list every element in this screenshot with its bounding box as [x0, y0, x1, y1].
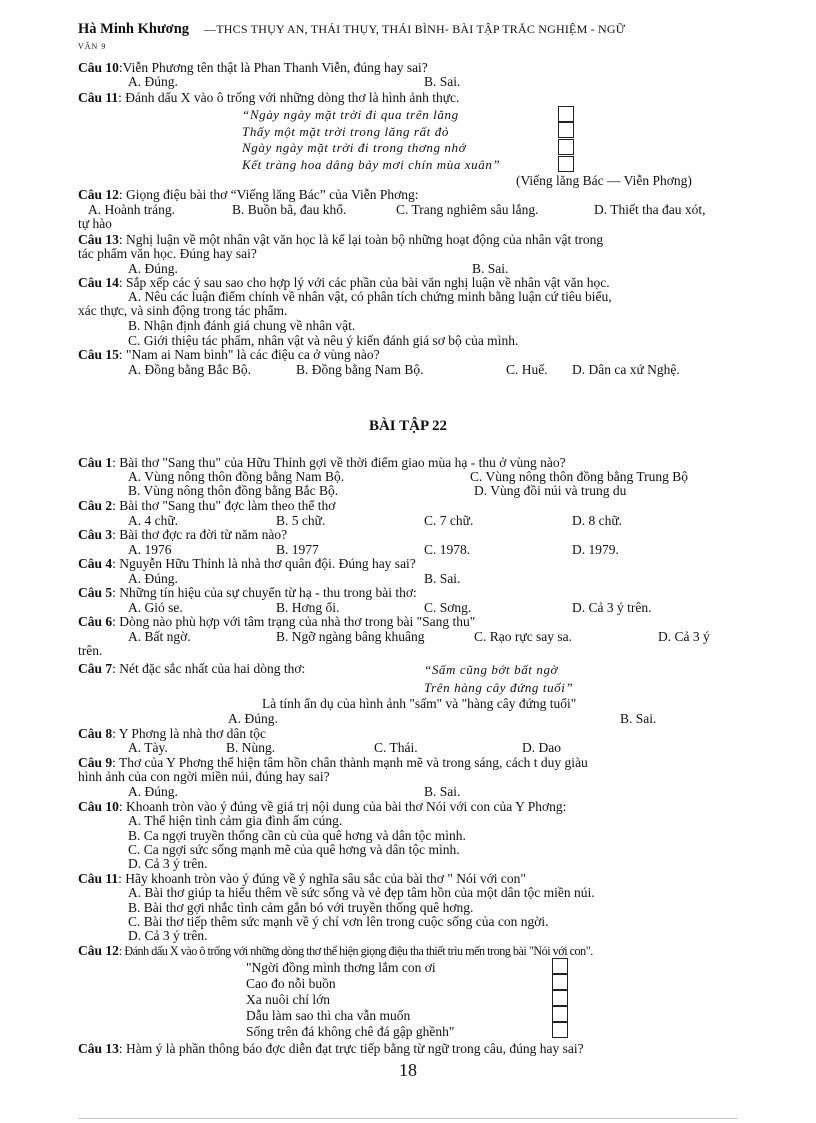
question-label: Câu 4 [78, 556, 113, 571]
question-12 [78, 943, 593, 959]
option-c: C. Vùng nông thôn đồng bằng Trung Bộ [470, 469, 689, 484]
arrange-item-c: C. Giới thiệu tác phẩm, nhân vật và nêu ý kiến đánh giá sơ bộ của mình. [128, 333, 519, 348]
option-d: D. Dân ca xứ Nghệ. [572, 362, 680, 377]
question-13 [78, 1041, 584, 1056]
poem-line: Xa nuôi chí lớn [246, 992, 330, 1007]
option-a: A. Đúng. [128, 261, 178, 276]
option-wrap: trên. [78, 643, 103, 658]
poem-line: “Ngày ngày mặt trời đi qua trên lăng [242, 107, 459, 122]
option-b: B. Ca ngợi truyền thống cần cù của quê hơng và dân tộc mình. [128, 828, 466, 843]
option-d: D. Dao [522, 740, 561, 755]
answer-checkbox[interactable] [558, 122, 574, 138]
question-continuation: tác phẩm văn học. Đúng hay sai? [78, 246, 257, 261]
option-b: B. Sai. [424, 571, 461, 586]
question-10 [78, 60, 428, 75]
poem-line: Trên hàng cây đứng tuổi” [424, 680, 574, 695]
option-d: D. 8 chữ. [572, 513, 623, 528]
option-a: A. Đúng. [128, 784, 178, 799]
question-label: Câu 12 [78, 187, 119, 202]
question-text: : Đánh dấu X vào ô trống với những dòng thơ là hình ảnh thực. [118, 90, 460, 105]
question-11 [78, 871, 526, 886]
option-d: D. Cả 3 ý trên. [572, 600, 652, 615]
answer-checkbox[interactable] [552, 1006, 568, 1022]
question-text: : Bài thơ đợc ra đời từ năm nào? [112, 527, 288, 542]
question-4 [78, 556, 416, 571]
question-text: : Đánh dấu X vào ô trống với những dòng thơ thể hiện giọng điệu tha thiết trìu mến trong bài "Nói với con". [118, 944, 593, 958]
question-label: Câu 9 [78, 755, 113, 770]
option-d: D. Cả 3 ý trên. [128, 928, 208, 943]
question-13 [78, 232, 603, 247]
question-label: Câu 10 [78, 799, 119, 814]
header-subject-tail: VĂN 9 [78, 42, 107, 51]
option-c: C. Trang nghiêm sâu lắng. [396, 202, 539, 217]
option-a: A. Đồng bằng Bắc Bộ. [128, 362, 251, 377]
question-text: : Những tín hiệu của sự chuyển từ hạ - thu trong bài thơ: [112, 585, 417, 600]
question-5 [78, 585, 417, 600]
arrange-item-a-cont: xác thực, và sinh động trong tác phẩm. [78, 303, 288, 318]
question-7 [78, 661, 305, 676]
option-b: B. Sai. [424, 74, 461, 89]
option-d: D. 1979. [572, 542, 619, 557]
option-a: A. Gió se. [128, 600, 183, 615]
answer-checkbox[interactable] [552, 974, 568, 990]
question-text: :Viễn Phương tên thật là Phan Thanh Viễn, đúng hay sai? [118, 60, 428, 75]
question-label: Câu 14 [78, 275, 119, 290]
poem-line: Cao đo nỗi buồn [246, 976, 336, 991]
question-text: : "Nam ai Nam bình" là các điệu ca ở vùng nào? [118, 347, 380, 362]
question-text: : Khoanh tròn vào ý đúng về giá trị nội dung của bài thơ Nói với con của Y Phơng: [118, 799, 567, 814]
poem-line: "Ngời đồng mình thơng lắm con ơi [246, 960, 436, 975]
header-school: THCS THỤY AN, THÁI THỤY, THÁI BÌNH- BÀI TẬP TRẮC NGHIỆM - NGỮ [216, 22, 626, 36]
option-b: B. 1977 [276, 542, 319, 557]
option-a: A. Đúng. [128, 74, 178, 89]
question-continuation: hình ảnh của con ngời miền núi, đúng hay sai? [78, 769, 330, 784]
question-label: Câu 10 [78, 60, 119, 75]
answer-checkbox[interactable] [552, 958, 568, 974]
question-3 [78, 527, 287, 542]
option-b: B. Sai. [424, 784, 461, 799]
option-a: A. 1976 [128, 542, 172, 557]
question-text: : Bài thơ "Sang thu" của Hữu Thỉnh gợi về thời điểm giao mùa hạ - thu ở vùng nào? [112, 455, 566, 470]
answer-checkbox[interactable] [552, 990, 568, 1006]
answer-checkbox[interactable] [558, 139, 574, 155]
option-c: C. Ca ngợi sức sống mạnh mẽ của quê hơng và dân tộc mình. [128, 842, 460, 857]
question-label: Câu 3 [78, 527, 113, 542]
question-label: Câu 8 [78, 726, 113, 741]
question-label: Câu 2 [78, 498, 113, 513]
question-1 [78, 455, 566, 470]
question-label: Câu 12 [78, 943, 119, 958]
question-text: : Nghị luận về một nhân vật văn học là kể lại toàn bộ những hoạt động của nhân vật trong [118, 232, 604, 247]
question-label: Câu 7 [78, 661, 113, 676]
question-text: : Nguyễn Hữu Thỉnh là nhà thơ quân đội. Đúng hay sai? [112, 556, 416, 571]
poem-line: Kết tràng hoa dâng bảy mơi chín mùa xuân” [242, 157, 501, 172]
poem-follow: Là tính ẩn dụ của hình ảnh "sấm" và "hàng cây đứng tuổi" [262, 696, 577, 711]
option-a: A. Tày. [128, 740, 168, 755]
option-b: B. Sai. [620, 711, 657, 726]
question-label: Câu 1 [78, 455, 113, 470]
option-a: A. Vùng nông thôn đồng bằng Nam Bộ. [128, 469, 345, 484]
answer-checkbox[interactable] [558, 156, 574, 172]
question-10 [78, 799, 566, 814]
option-d: D. Cả 3 ý [658, 629, 710, 644]
exercise-title: BÀI TẬP 22 [368, 418, 448, 434]
question-text: : Bài thơ "Sang thu" đợc làm theo thể thơ [112, 498, 336, 513]
option-a: A. Thể hiện tình cảm gia đình ấm cúng. [128, 813, 343, 828]
arrange-item-a: A. Nêu các luận điểm chính về nhân vật, có phân tích chứng minh bằng luận cứ tiêu biểu, [128, 289, 612, 304]
question-label: Câu 6 [78, 614, 113, 629]
page-header [78, 22, 625, 37]
question-text: : Thơ của Y Phơng thể hiện tâm hồn chân thành mạnh mẽ và trong sáng, cách t duy giàu [112, 755, 588, 770]
option-a: A. Bất ngờ. [128, 629, 191, 644]
option-c: C. 1978. [424, 542, 471, 557]
option-d: D. Vùng đồi núi và trung du [474, 483, 627, 498]
question-text: : Giọng điệu bài thơ “Viếng lăng Bác” của Viễn Phơng: [118, 187, 419, 202]
header-dash: — [204, 22, 217, 36]
option-c: C. Huế. [506, 362, 548, 377]
option-c: C. Rạo rực say sa. [474, 629, 573, 644]
question-label: Câu 15 [78, 347, 119, 362]
question-15 [78, 347, 380, 362]
option-d: D. Thiết tha đau xót, [594, 202, 706, 217]
poem-line: Dẫu làm sao thì cha vẫn muốn [246, 1008, 411, 1023]
question-6 [78, 614, 475, 629]
question-11 [78, 90, 459, 105]
question-text: : Hãy khoanh tròn vào ý đúng về ý nghĩa sâu sắc của bài thơ " Nói với con" [118, 871, 526, 886]
footer-divider [78, 1118, 738, 1119]
option-c: C. 7 chữ. [424, 513, 474, 528]
option-a: A. Hoành tráng. [88, 202, 175, 217]
question-text: : Hàm ý là phần thông báo đợc diễn đạt trực tiếp bằng từ ngữ trong câu, đúng hay sai? [118, 1041, 584, 1056]
question-2 [78, 498, 335, 513]
option-b: B. Buồn bã, đau khổ. [232, 202, 347, 217]
option-b: B. Vùng nông thôn đồng bằng Bắc Bộ. [128, 483, 339, 498]
question-label: Câu 11 [78, 871, 119, 886]
option-c: C. Bài thơ tiếp thêm sức mạnh về ý chí vơn lên trong cuộc sống của con ngời. [128, 914, 549, 929]
question-text: : Dòng nào phù hợp với tâm trạng của nhà thơ trong bài "Sang thu" [112, 614, 476, 629]
option-b: B. Nùng. [226, 740, 276, 755]
arrange-item-b: B. Nhận định đánh giá chung về nhân vật. [128, 318, 356, 333]
question-text: : Y Phơng là nhà thơ dân tộc [112, 726, 267, 741]
answer-checkbox[interactable] [558, 106, 574, 122]
question-8 [78, 726, 266, 741]
question-label: Câu 13 [78, 232, 119, 247]
question-label: Câu 5 [78, 585, 113, 600]
poem-line: Ngày ngày mặt trời đi trong thơng nhớ [242, 140, 467, 155]
poem-line: Sống trên đá không chê đá gập ghềnh" [246, 1024, 455, 1039]
header-author: Hà Minh Khương [78, 21, 190, 37]
option-a: A. Đúng. [228, 711, 278, 726]
option-wrap: tự hào [78, 216, 112, 231]
option-d: D. Cả 3 ý trên. [128, 856, 208, 871]
option-a: A. Đúng. [128, 571, 178, 586]
option-c: C. Thái. [374, 740, 418, 755]
question-12 [78, 187, 418, 202]
option-b: B. Ngỡ ngàng bâng khuâng [276, 629, 425, 644]
poem-line: Thấy một mặt trời trong lăng rất đỏ [242, 124, 449, 139]
answer-checkbox[interactable] [552, 1022, 568, 1038]
option-b: B. Sai. [472, 261, 509, 276]
poem-source: (Viếng lăng Bác — Viễn Phơng) [516, 173, 692, 188]
option-b: B. 5 chữ. [276, 513, 326, 528]
option-a: A. 4 chữ. [128, 513, 179, 528]
option-b: B. Đồng bằng Nam Bộ. [296, 362, 424, 377]
option-a: A. Bài thơ giúp ta hiểu thêm về sức sống và vẻ đẹp tâm hồn của một dân tộc miền núi. [128, 885, 595, 900]
option-b: B. Bài thơ gợi nhắc tình cảm gắn bó với truyền thống quê hơng. [128, 900, 474, 915]
option-b: B. Hơng ổi. [276, 600, 340, 615]
page-number: 18 [399, 1060, 417, 1080]
question-label: Câu 13 [78, 1041, 119, 1056]
option-c: C. Sơng. [424, 600, 472, 615]
question-text: : Sắp xếp các ý sau sao cho hợp lý với các phần của bài văn nghị luận về nhân vật văn học. [118, 275, 610, 290]
question-14 [78, 275, 610, 290]
question-9 [78, 755, 588, 770]
question-label: Câu 11 [78, 90, 119, 105]
question-text: : Nét đặc sắc nhất của hai dòng thơ: [112, 661, 306, 676]
poem-line: “Sấm cũng bớt bất ngờ [424, 662, 559, 677]
